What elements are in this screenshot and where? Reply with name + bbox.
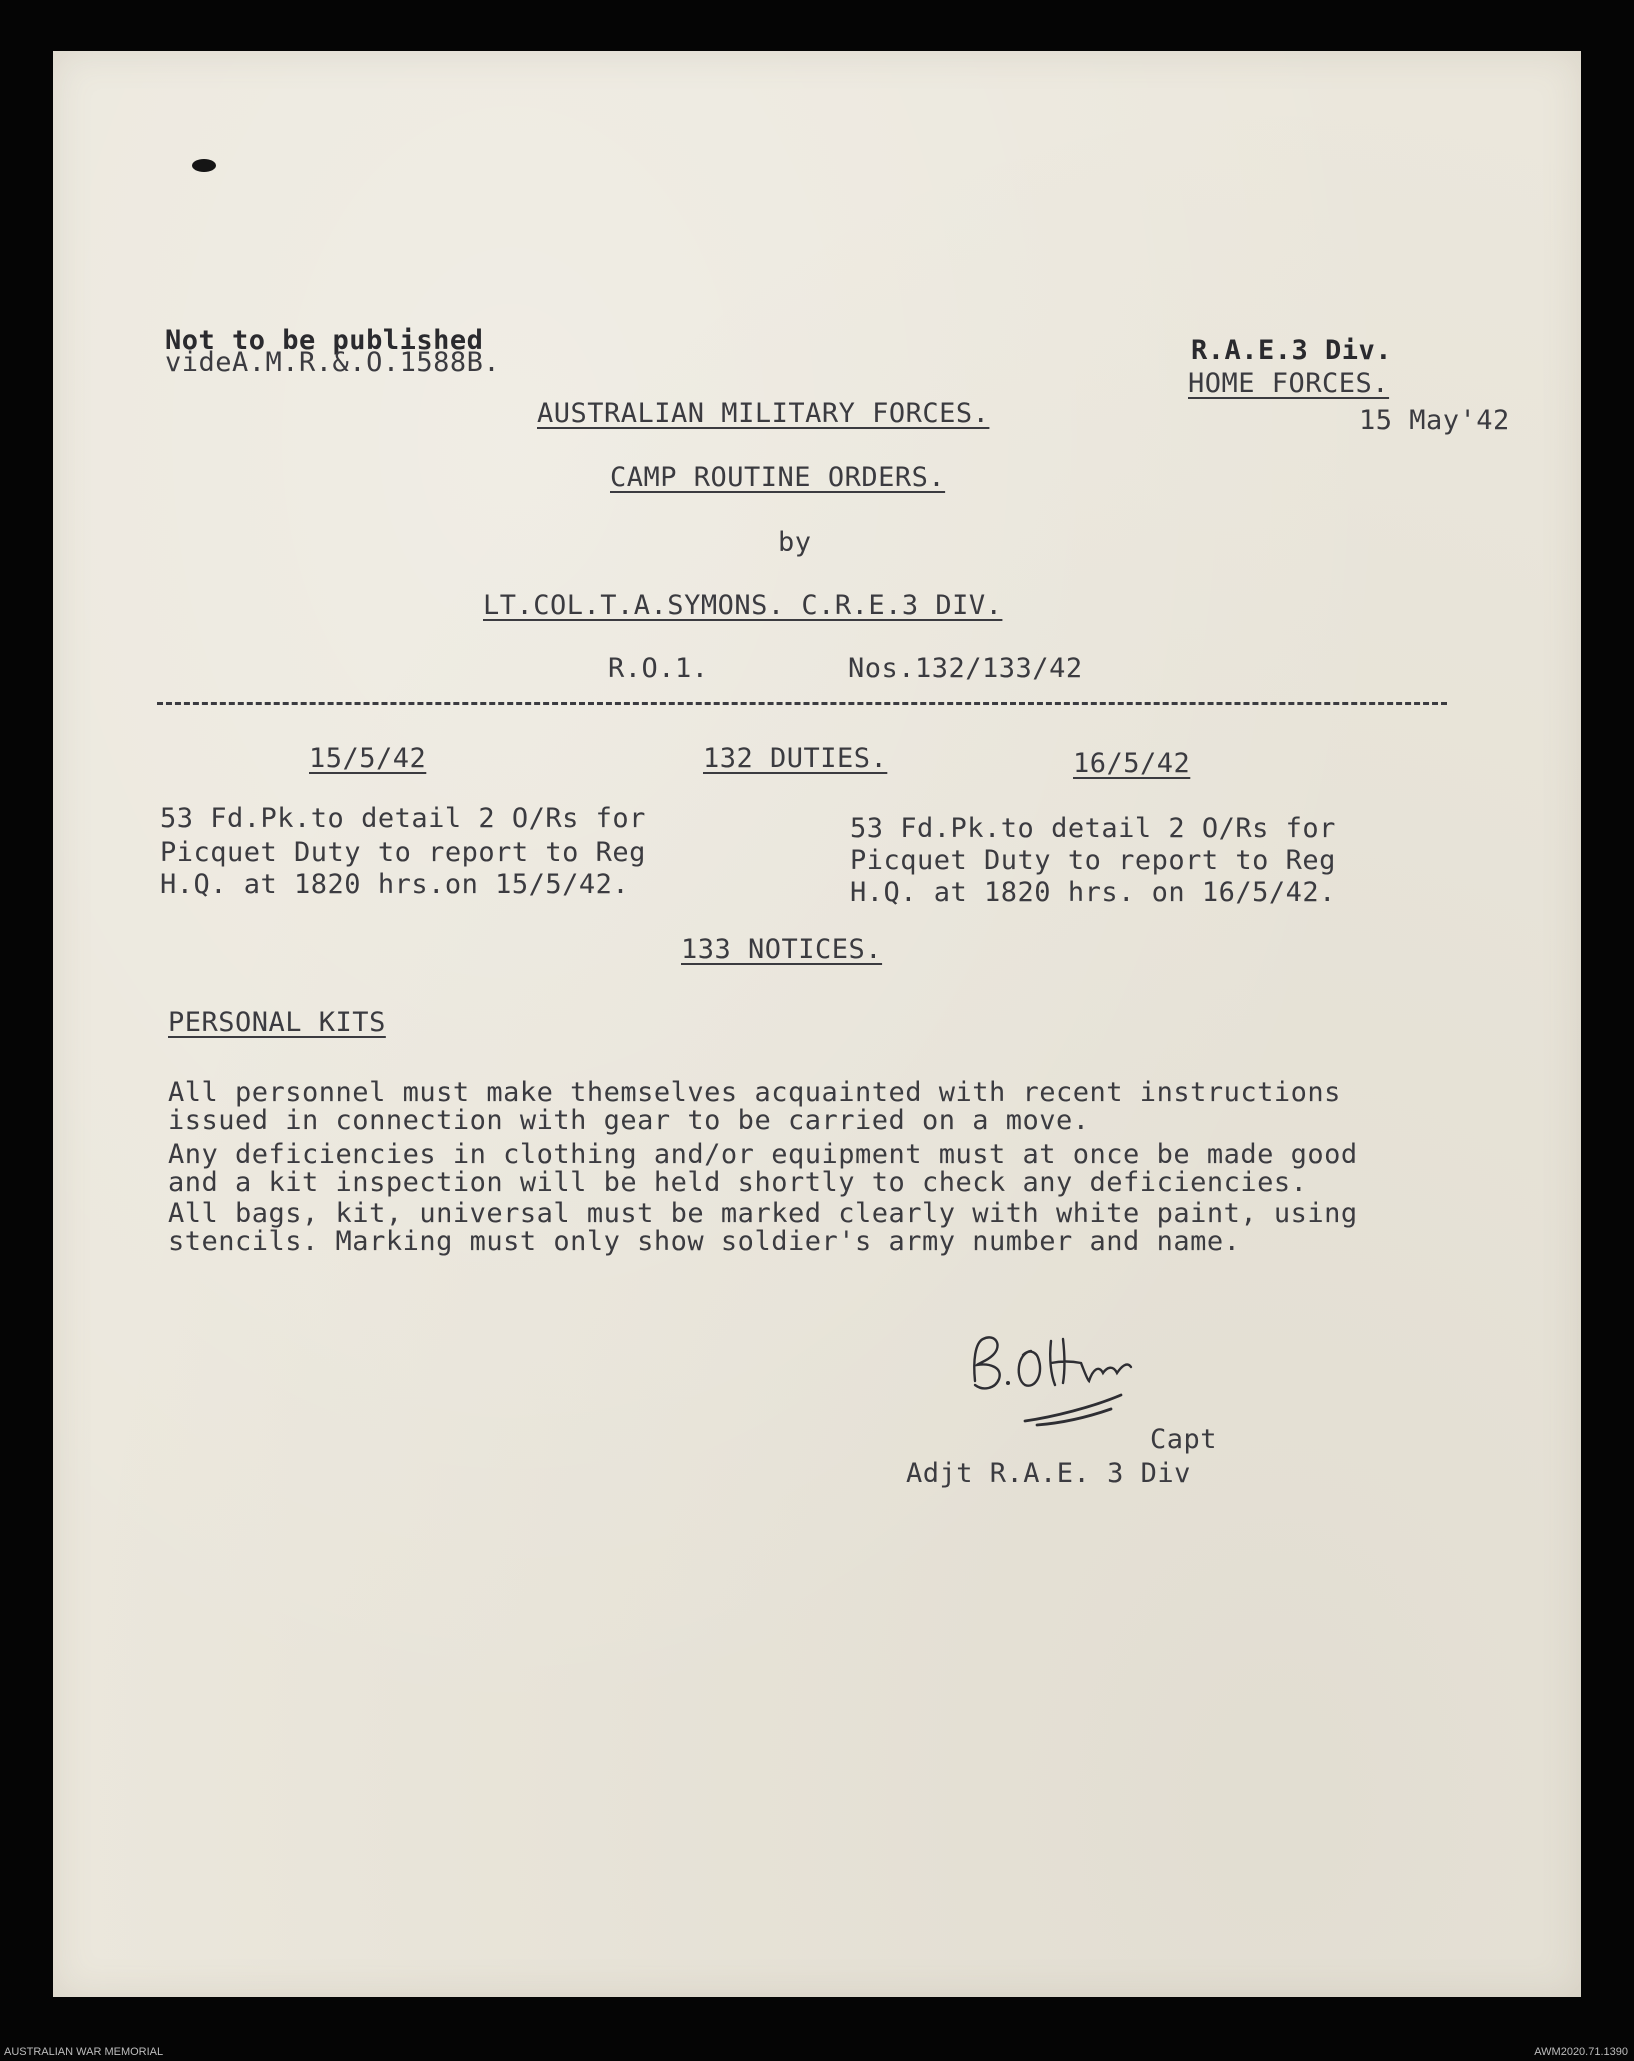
signatory-appointment: Adjt R.A.E. 3 Div [906, 1458, 1191, 1489]
document-page [53, 51, 1581, 1997]
order-numbers: Nos.132/133/42 [848, 653, 1083, 684]
organisation-title: AUSTRALIAN MILITARY FORCES. [537, 398, 990, 429]
section-divider [157, 702, 1447, 705]
notice-line: All bags, kit, universal must be marked clearly with white paint, using [168, 1198, 1358, 1229]
unit-name: R.A.E.3 Div. [1191, 335, 1393, 366]
document-title: CAMP ROUTINE ORDERS. [610, 462, 946, 493]
notices-heading: 133 NOTICES. [681, 934, 883, 965]
archive-reference: AWM2020.71.1390 [1534, 2046, 1628, 2058]
personal-kits-heading: PERSONAL KITS [168, 1007, 386, 1038]
archive-credit: AUSTRALIAN WAR MEMORIAL [4, 2046, 164, 2058]
officer-title: LT.COL.T.A.SYMONS. C.R.E.3 DIV. [483, 590, 1003, 621]
handwritten-signature [913, 1321, 1153, 1441]
punch-hole [192, 159, 216, 172]
duty-left-line: Picquet Duty to report to Reg [160, 837, 646, 868]
notice-line: All personnel must make themselves acquainted with recent instructions [168, 1077, 1341, 1108]
duty-left-line: H.Q. at 1820 hrs.on 15/5/42. [160, 869, 630, 900]
notice-line: issued in connection with gear to be carried on a move. [168, 1105, 1090, 1136]
restriction-reference: videA.M.R.&.O.1588B. [165, 347, 501, 378]
signatory-rank: Capt [1150, 1424, 1218, 1455]
notice-line: Any deficiencies in clothing and/or equipment must at once be made good [168, 1139, 1358, 1170]
duties-left-date: 15/5/42 [309, 743, 427, 774]
notice-line: stencils. Marking must only show soldier's army number and name. [168, 1226, 1241, 1257]
duty-left-line: 53 Fd.Pk.to detail 2 O/Rs for [160, 803, 646, 834]
restriction-notice: Not to be published [165, 325, 484, 356]
duty-right-line: H.Q. at 1820 hrs. on 16/5/42. [850, 877, 1336, 908]
routine-order-ref: R.O.1. [608, 653, 709, 684]
duty-right-line: Picquet Duty to report to Reg [850, 845, 1336, 876]
by-line: by [778, 527, 812, 558]
duty-right-line: 53 Fd.Pk.to detail 2 O/Rs for [850, 813, 1336, 844]
forces-name: HOME FORCES. [1188, 368, 1390, 399]
document-date: 15 May'42 [1359, 405, 1510, 436]
duties-heading: 132 DUTIES. [703, 743, 888, 774]
notice-line: and a kit inspection will be held shortly to check any deficiencies. [168, 1167, 1308, 1198]
duties-right-date: 16/5/42 [1073, 748, 1191, 779]
